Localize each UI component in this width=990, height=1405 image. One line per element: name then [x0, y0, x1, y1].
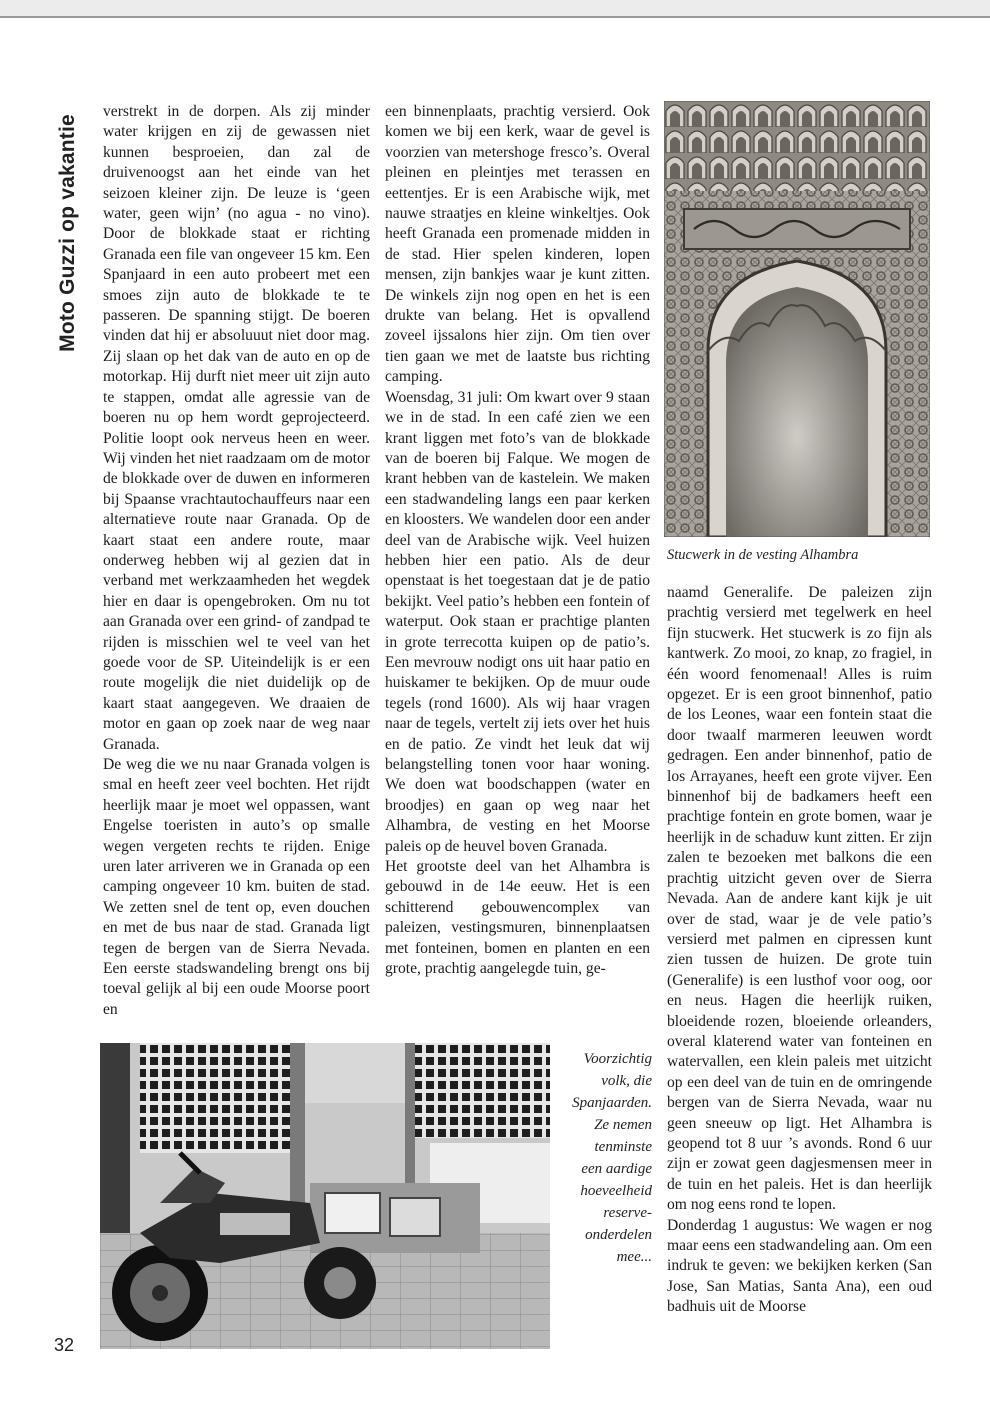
caption-line: mee...	[616, 1249, 652, 1265]
caption-line: Ze nemen	[594, 1117, 652, 1133]
text-column-3	[667, 583, 932, 1318]
caption-line: tenminste	[594, 1139, 652, 1155]
photo-caption: Stucwerk in de vesting Alhambra	[667, 547, 859, 563]
caption-line: onderdelen	[585, 1227, 652, 1243]
paragraph: De weg die we nu naar Granada volgen is smal en heeft zeer veel bochten. Het rijdt heerlijk maar je moet wel oppassen, want Engelse toeristen in auto’s op smalle wegen vergeten rechts te rijden. Enige uren later arriveren we in Granada op een camping ongeveer 10 km. buiten de stad. We zetten snel de tent op, even douchen en met de bus naar de stad. Granada ligt tegen de bergen van de Sierra Nevada. Een eerste stadswandeling brengt ons bij toeval gelijk al bij een oude Moorse poort en	[103, 756, 370, 1018]
caption-line: volk, die	[601, 1073, 652, 1089]
motorcycle-illustration	[100, 1043, 550, 1349]
paragraph: Het grootste deel van het Alhambra is gebouwd in de 14e eeuw. Het is een schitterend gebouwencomplex van paleizen, vestingsmuren, binnenplaatsen met fonteinen, bomen en planten en een grote, prachtig aangelegde tuin, ge-	[385, 858, 650, 978]
page-number: 32	[54, 1335, 75, 1355]
paragraph: een binnenplaats, prachtig versierd. Ook komen we bij een kerk, waar de gevel is voorzien van metershoge fresco’s. Overal pleinen en pleintjes met terassen en eettentjes. Er is een Arabische wijk, met nauwe straatjes en kleine winkeltjes. Ook heeft Granada een promenade midden in de stad. Hier spelen kinderen, lopen mensen, zijn bankjes waar je kunt zitten. De winkels zijn nog open en het is een drukte van belang. Het is opvallend zoveel ijssalons hier zijn. Om tien over tien gaan we met de laatste bus richting camping.	[385, 103, 650, 386]
paragraph: naamd Generalife. De paleizen zijn prachtig versierd met tegelwerk en heel fijn stucwerk. Het stucwerk is zo fijn als kantwerk. Zo mooi, zo knap, zo fragiel, in één woord fenomenaal! Alles is ruim opgezet. Er is een groot binnenhof, patio de los Leones, waar een fontein staat die door twaalf marmeren leeuwen wordt gedragen. Een ander binnenhof, patio de los Arrayanes, heeft een grote vijver. Een binnenhof bij de badkamers heeft een prachtige fontein en grote bomen, waar je heerlijk in de schaduw kunt zitten. Er zijn zalen te bezoeken met balkons die een prachtig uitzicht geven over de Sierra Nevada. Aan de andere kant kijk je uit over de stad, waar je de vele patio’s versierd met palmen en cipressen kunt zien tussen de huizen. De grote tuin (Generalife) is een lusthof voor oog, oor en neus. Hagen die heerlijk ruiken, bloeidende rozen, bloeiende orleanders, overal klaterend water van fonteinen en watervallen, een klein paleis met uitzicht op een deel van de tuin en de omringende bergen van de Sierra Nevada, waar nu geen sneeuw op ligt. Het Alhambra is geopend tot 8 uur ’s avonds. Rond 6 uur zijn er zowat geen dagjesmensen meer in de tuin en het paleis. Het is dan heerlijk om nog eens rond te lopen.	[667, 584, 932, 1214]
caption-line: een aardige	[581, 1161, 652, 1177]
paragraph: Donderdag 1 augustus: We wagen er nog maar eens een stadwandeling aan. Om een indruk te geven: we bekijken kerken (San Jose, San Matias, Santa Ana), een oud badhuis uit de Moorse	[667, 1216, 932, 1316]
scan-top-rule	[0, 16, 990, 18]
paragraph: verstrekt in de dorpen. Als zij minder water krijgen en zij de gewassen niet kunnen besproeien, dan zal de druivenoogst aan het einde van het seizoen kleiner zijn. De leuze is ‘geen water, geen wijn’ (no agua - no vino). Door de blokkade staat er richting Granada een file van ongeveer 15 km. Een Spanjaard in een auto probeert met een smoes zijn auto de blokkade te te passeren. De spanning stijgt. De boeren vinden dat hij er absoluuut niet door mag. Zij slaan op het dak van de auto en op de motorkap. Hij durft niet meer uit zijn auto te stappen, omdat alle agressie van de boeren nu op hem wordt geprojecteerd. Politie loopt ook nerveus heen en weer. Wij vinden het niet raadzaam om de motor de blokkade over de duwen en informeren bij Spaanse vrachtautochauffeurs naar een alternatieve route naar Granada. Op de kaart staat een andere route, maar onderweg hebben wij al gezien dat in verband met werkzaamheden het wegdek hier en daar is opengebroken. Om nu tot aan Granada over een grind- of zandpad te rijden is misschien wel te veel van het goede voor de SP. Uiteindelijk is er een route mogelijk die niet duidelijk op de kaart staat aangegeven. We draaien de motor en gaan op zoek naar de weg naar Granada.	[103, 103, 370, 753]
alhambra-stucco-illustration	[664, 101, 930, 537]
motorcycle-caption	[556, 1048, 652, 1268]
alhambra-stucco-photo	[664, 101, 930, 537]
text-column-1	[103, 102, 370, 1020]
section-title	[48, 88, 88, 378]
caption-line: reserve-	[603, 1205, 652, 1221]
caption-line: hoeveelheid	[580, 1183, 652, 1199]
paragraph: Woensdag, 31 juli: Om kwart over 9 staan we in de stad. In een café zien we een krant liggen met foto’s van de blokkade van de boeren bij Falque. We mogen de krant hebben van de kastelein. We maken een stadwandeling langs een paar kerken en kloosters. We wandelen door een ander deel van de Arabische wijk. Veel huizen hebben hier een patio. Als de deur openstaat is het toegestaan dat je de patio bekijkt. Veel patio’s hebben een fontein of waterput. Ook staan er prachtige planten in grote terrecotta kuipen op de patio’s. Een mevrouw nodigt ons uit haar patio en huiskamer te bekijken. Op de muur oude tegels (rond 1600). Als wij haar vragen naar de tegels, vertelt zij iets over het huis en de patio. Ze vindt het leuk dat wij belangstelling tonen voor haar woning. We doen wat boodschappen (water en broodjes) en gaan op weg naar het Alhambra, de vesting en het Moorse paleis op de heuvel boven Granada.	[385, 388, 650, 855]
caption-line: Spanjaarden.	[572, 1095, 652, 1111]
section-title-text: Moto Guzzi op vakantie	[56, 114, 79, 352]
scan-top-margin	[0, 0, 990, 16]
text-column-2	[385, 102, 650, 979]
motorcycle-photo	[100, 1043, 550, 1349]
caption-line: Voorzichtig	[583, 1051, 652, 1067]
